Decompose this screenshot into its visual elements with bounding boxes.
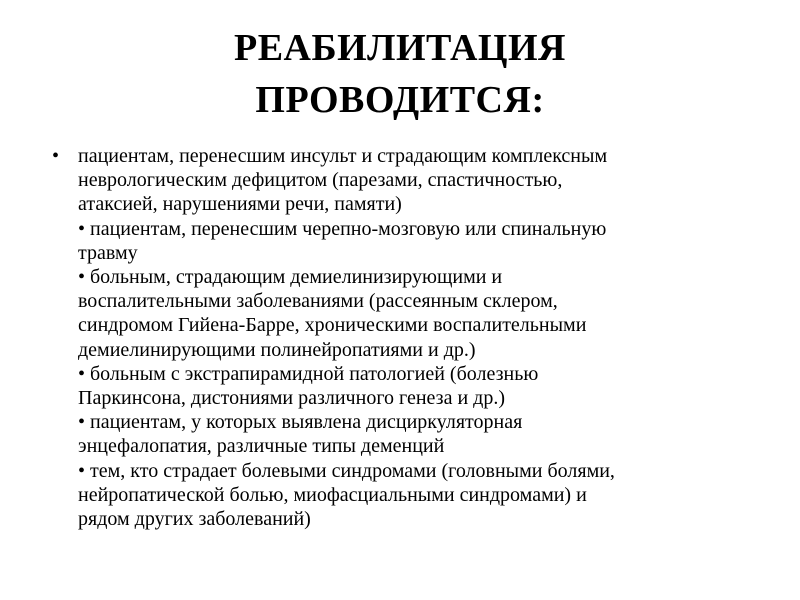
bullet-icon: • (52, 145, 60, 167)
text-line: нейропатической болью, миофасциальными синдромами) и (78, 483, 587, 506)
text-line: атаксией, нарушениями речи, памяти) (78, 193, 402, 216)
text-line: демиелинирующими полинейропатиями и др.) (78, 338, 476, 361)
text-line: Паркинсона, дистониями различного генеза и др.) (78, 387, 505, 410)
text-line: • пациентам, перенесшим черепно-мозговую или спинальную (78, 217, 607, 240)
slide-title-line-1: РЕАБИЛИТАЦИЯ (233, 27, 566, 69)
slide-title (0, 22, 800, 126)
text-line: • больным с экстрапирамидной патологией (болезнью (78, 362, 539, 385)
text-line: пациентам, перенесшим инсульт и страдающим комплексным (78, 145, 608, 167)
text-line: энцефалопатия, различные типы деменций (78, 435, 445, 458)
text-line: рядом других заболеваний) (78, 508, 311, 531)
bullet-item (52, 144, 762, 531)
text-line: • пациентам, у которых выявлена дисциркуляторная (78, 411, 523, 434)
text-line: • тем, кто страдает болевыми синдромами (головными болями, (78, 459, 615, 482)
slide-body (52, 144, 762, 531)
text-line: • больным, страдающим демиелинизирующими и (78, 266, 503, 289)
text-line: травму (78, 241, 138, 264)
slide-title-line-2: ПРОВОДИТСЯ: (255, 79, 545, 121)
text-line: синдромом Гийена-Барре, хроническими воспалительными (78, 314, 587, 337)
text-line: воспалительными заболеваниями (рассеянным склером, (78, 290, 558, 313)
text-line: неврологическим дефицитом (парезами, спастичностью, (78, 169, 563, 192)
